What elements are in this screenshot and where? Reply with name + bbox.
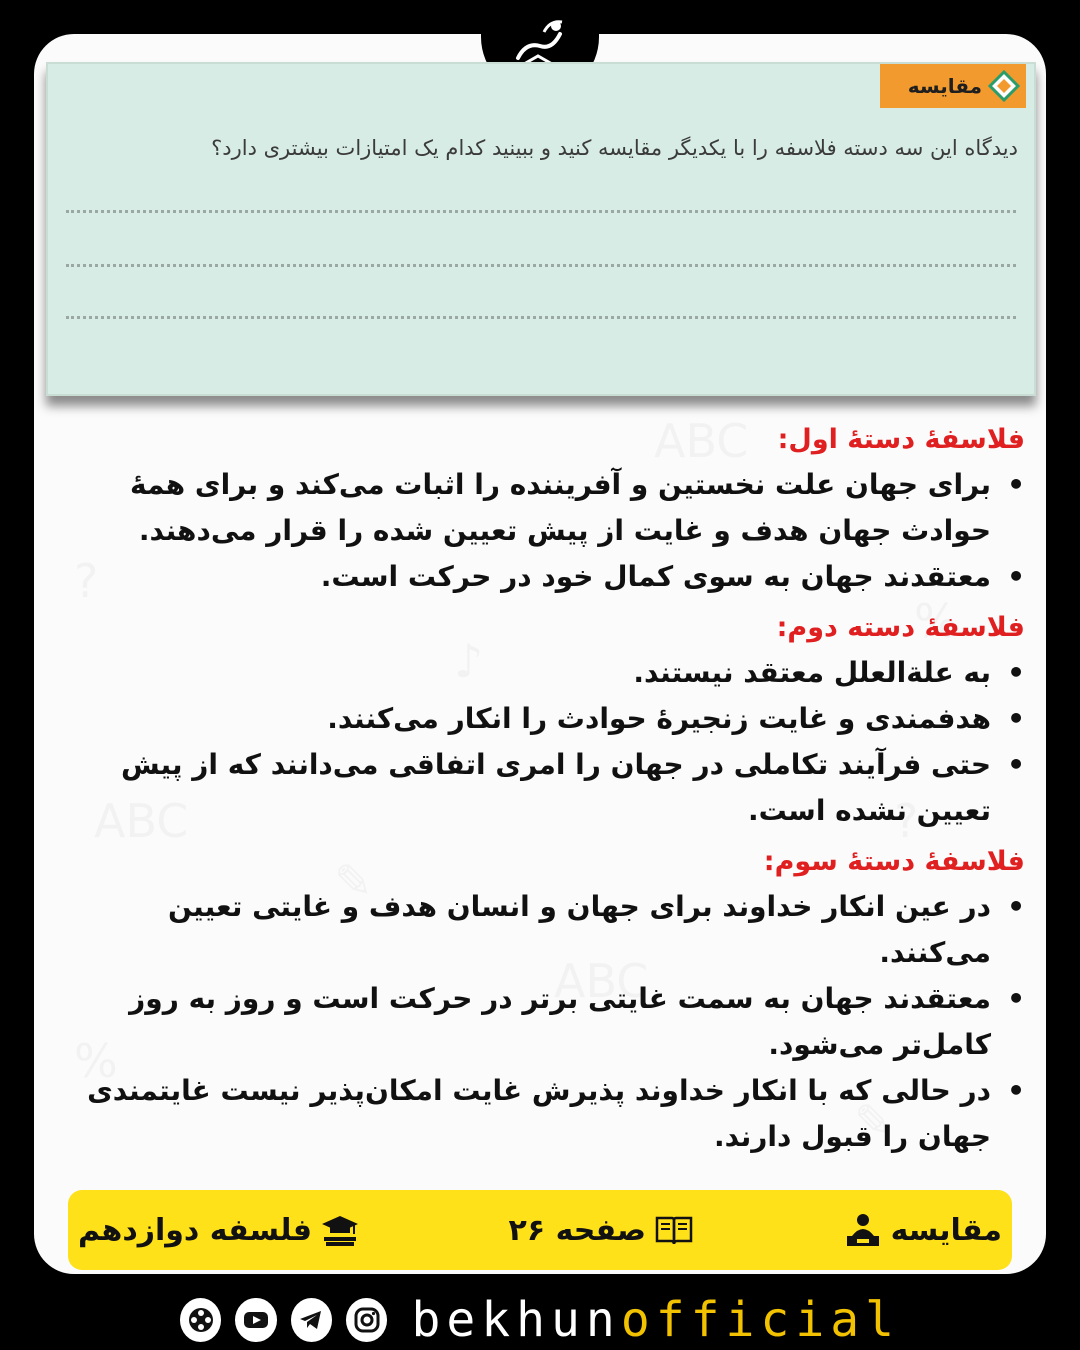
textbook-tag <box>880 64 1026 108</box>
footer-page-label: صفحه ۲۶ <box>508 1212 646 1248</box>
youtube-link[interactable] <box>235 1298 276 1342</box>
textbook-excerpt-panel <box>46 62 1036 396</box>
bullet-list <box>70 462 1025 600</box>
teacher-desk-icon <box>843 1210 883 1250</box>
film-reel-icon <box>187 1306 215 1334</box>
social-bar <box>180 1290 900 1350</box>
bullet-list <box>70 650 1025 834</box>
bullet-item: • معتقدند جهان به سوی کمال خود در حرکت است. <box>70 554 997 600</box>
bullet-item: • هدفمندی و غایت زنجیرۀ حوادث را انکار می‌کنند. <box>70 696 997 742</box>
textbook-question: دیدگاه این سه دسته فلاسفه را با یکدیگر مقایسه کنید و ببینید کدام یک امتیازات بیشتری دارد؟ <box>211 136 1018 160</box>
bullet-item: • به علة‌العلل معتقد نیستند. <box>70 650 997 696</box>
brand-handle-part1: bekhun <box>411 1292 621 1348</box>
bullet-item: • معتقدند جهان به سمت غایتی برتر در حرکت است و روز به روز کامل‌تر می‌شود. <box>70 976 997 1068</box>
answer-line <box>66 316 1016 319</box>
footer-course-label: فلسفه دوازدهم <box>78 1212 312 1248</box>
bullet-list <box>70 884 1025 1160</box>
section-heading: فلاسفۀ دستۀ اول: <box>777 424 1025 455</box>
bullet-item: • حتی فرآیند تکاملی در جهان را امری اتفاقی می‌دانند که از پیش تعیین نشده است. <box>70 742 997 834</box>
instagram-link[interactable] <box>346 1298 387 1342</box>
film-reel-link[interactable] <box>180 1298 221 1342</box>
answer-content <box>70 418 1025 1160</box>
answer-line <box>66 264 1016 267</box>
textbook-tag-label: مقایسه <box>907 74 982 98</box>
footer-topic <box>843 1210 1002 1250</box>
telegram-link[interactable] <box>291 1298 332 1342</box>
footer-info-bar <box>68 1190 1012 1270</box>
open-book-icon <box>654 1210 694 1250</box>
bullet-item: • در عین انکار خداوند برای جهان و انسان هدف و غایتی تعیین می‌کنند. <box>70 884 997 976</box>
youtube-icon <box>242 1306 270 1334</box>
telegram-icon <box>297 1306 325 1334</box>
footer-topic-label: مقایسه <box>890 1212 1002 1248</box>
bullet-item: • در حالی که با انکار خداوند پذیرش غایت امکان‌پذیر نیست غایتمندی جهان را قبول دارند. <box>70 1068 997 1160</box>
graduation-books-icon <box>320 1210 360 1250</box>
section-heading: فلاسفۀ دستۀ سوم: <box>763 846 1025 877</box>
section-heading: فلاسفۀ دسته دوم: <box>776 612 1025 643</box>
diamond-arrow-icon <box>988 70 1020 102</box>
footer-course <box>78 1210 360 1250</box>
brand-handle-part2: official <box>620 1292 901 1348</box>
instagram-icon <box>353 1306 381 1334</box>
bullet-item: • برای جهان علت نخستین و آفریننده را اثبات می‌کند و برای همۀ حوادث جهان هدف و غایت از پیش تعیین شده را قرار می‌دهند. <box>70 462 997 554</box>
answer-line <box>66 210 1016 213</box>
footer-page <box>509 1210 694 1250</box>
brand-handle <box>411 1290 900 1350</box>
